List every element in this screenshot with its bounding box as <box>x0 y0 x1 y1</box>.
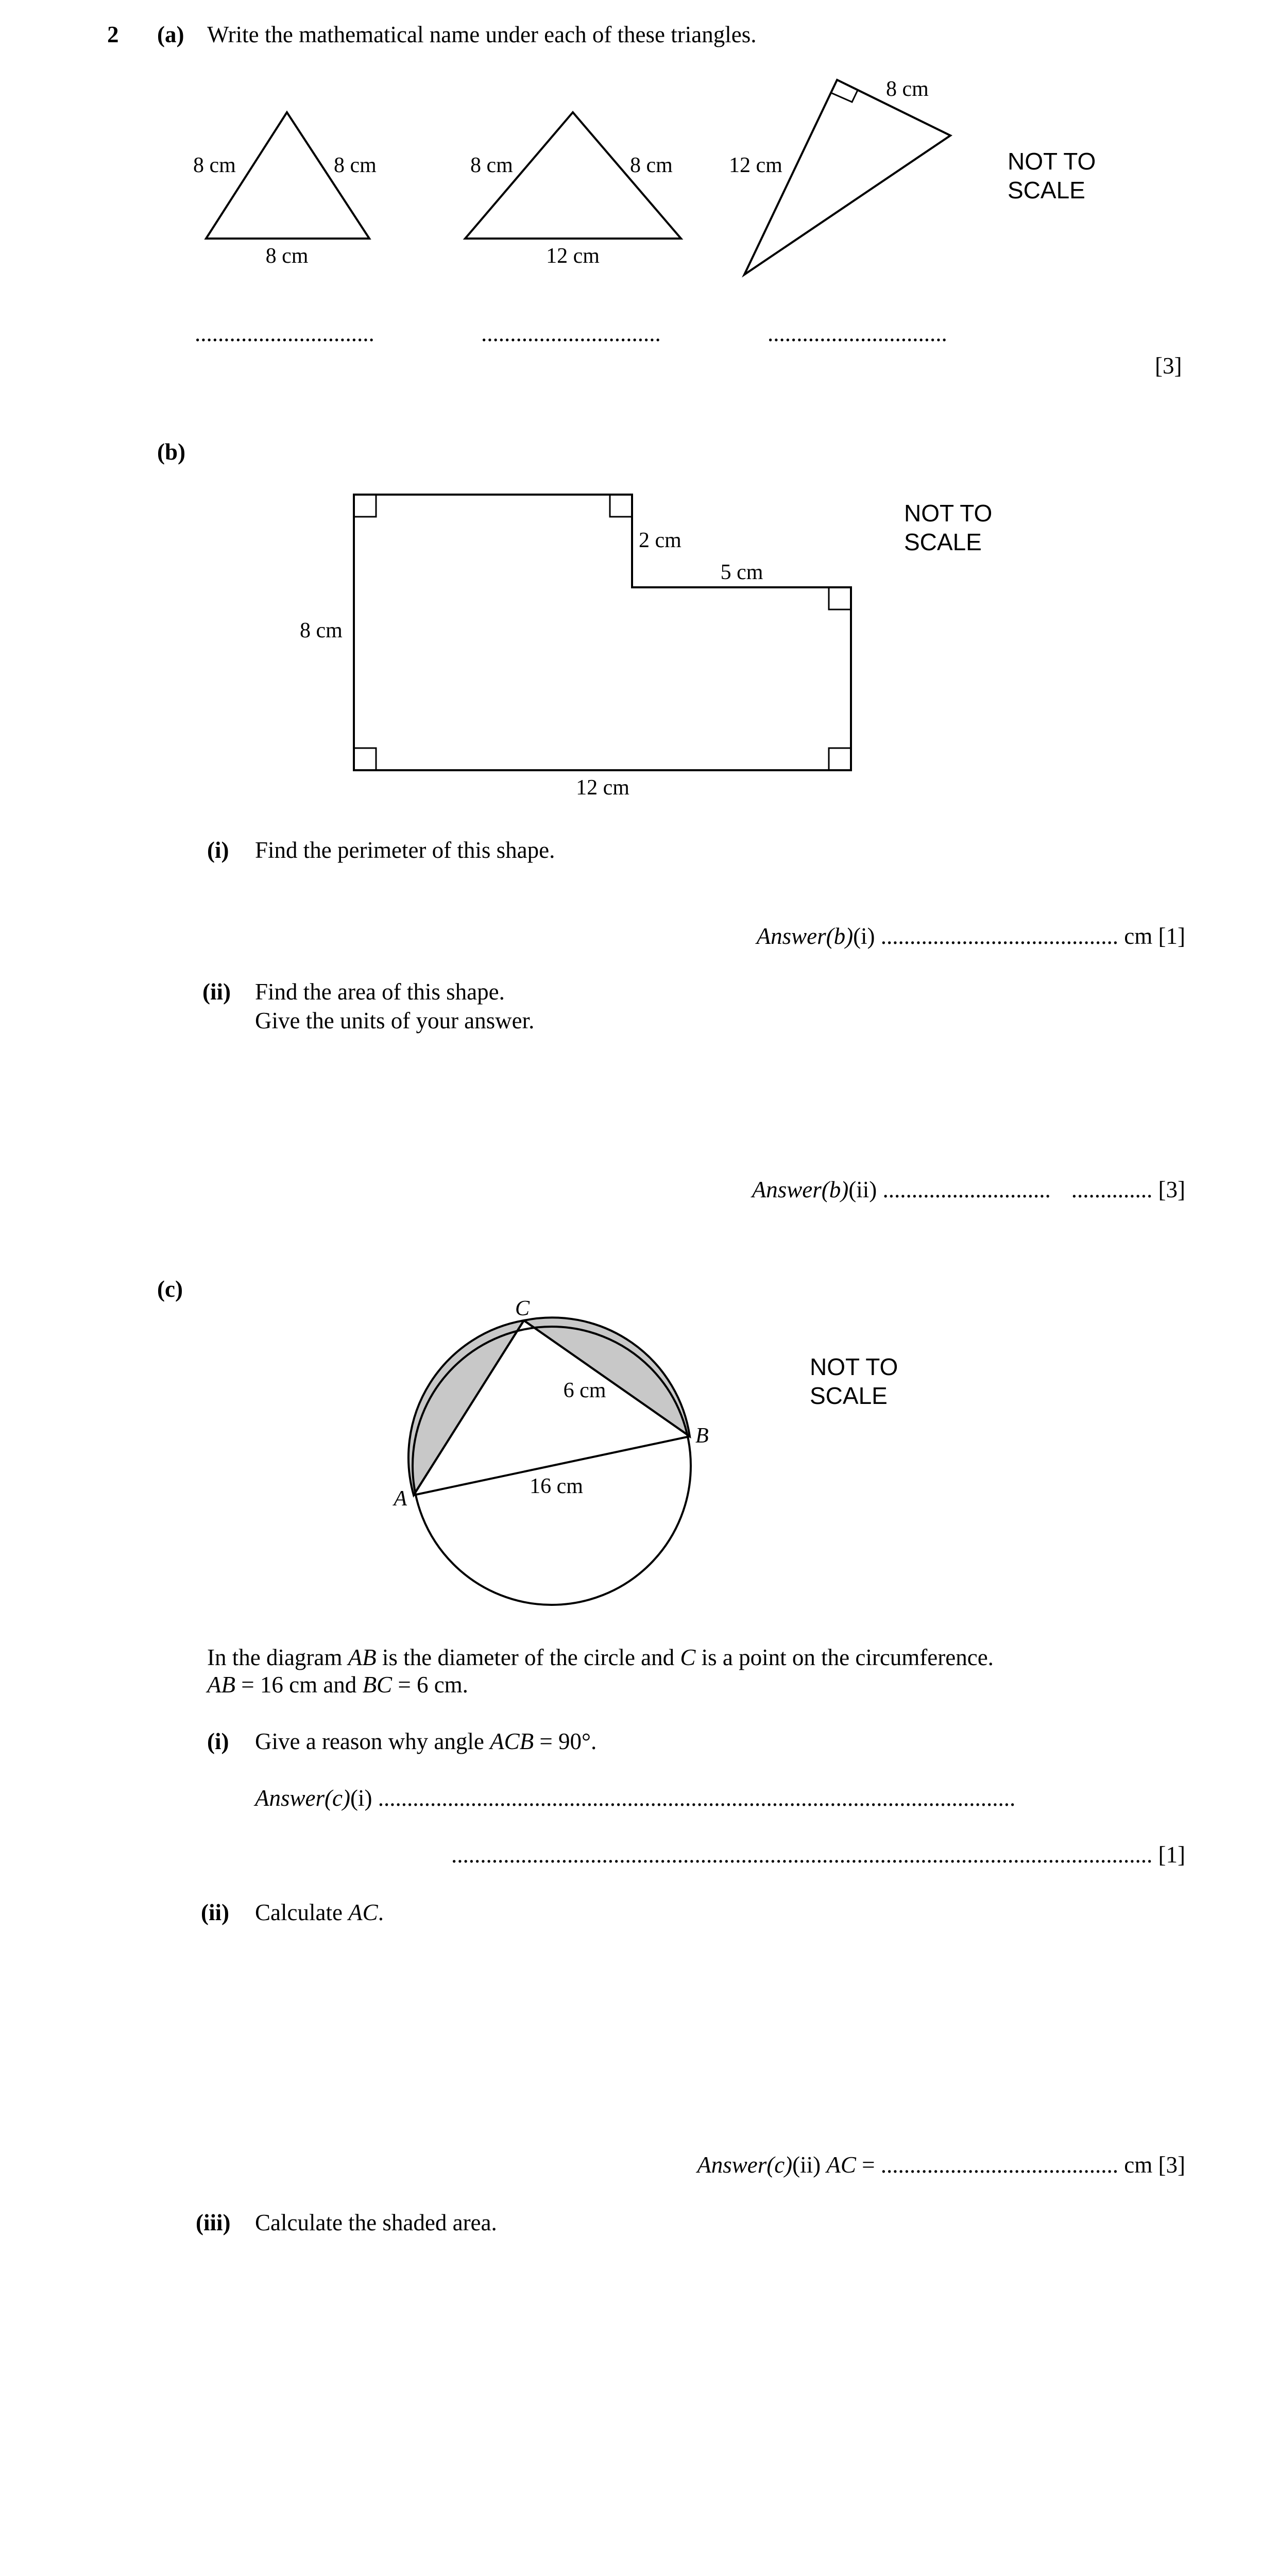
answer-roman: (i) <box>350 1785 372 1811</box>
unit-marks: cm [3] <box>1118 2152 1185 2178</box>
part-b-i-question: Find the perimeter of this shape. <box>255 837 555 863</box>
part-b-ii-label: (ii) <box>202 979 231 1005</box>
answer-prefix: Answer(c) <box>697 2152 793 2178</box>
answer-roman: (i) <box>853 923 875 949</box>
answer-prefix: Answer(c) <box>255 1785 350 1811</box>
tri1-base-label: 8 cm <box>265 244 309 268</box>
part-c-iii-label: (iii) <box>196 2210 231 2235</box>
part-c-ii-question: Calculate AC. <box>255 1900 384 1925</box>
point-b-label: B <box>695 1424 709 1448</box>
point-c-label: C <box>515 1297 530 1320</box>
answer-roman: (ii) <box>792 2152 827 2178</box>
part-c-iii-question: Calculate the shaded area. <box>255 2210 497 2235</box>
units-dots-marks[interactable]: .............. [3] <box>1071 1177 1185 1202</box>
answer-prefix: Answer(b) <box>756 923 854 949</box>
part-c-intro-line-1: In the diagram AB is the diameter of the circle and C is a point on the circumference. <box>207 1645 994 1670</box>
tri1-answer-line[interactable]: ............................... <box>195 320 374 346</box>
part-c-ii-answer-line[interactable] <box>697 2151 1185 2179</box>
answer-prefix: Answer(b) <box>752 1177 849 1202</box>
part-c-i-answer-line-1[interactable] <box>255 1784 1015 1812</box>
tri2-base-label: 12 cm <box>546 244 600 268</box>
part-c-intro-line-2: AB = 16 cm and BC = 6 cm. <box>207 1672 468 1698</box>
tri3-left-label: 12 cm <box>729 154 782 177</box>
part-c-not-to-scale: NOT TO SCALE <box>810 1353 898 1410</box>
shape-left-label: 8 cm <box>300 619 343 642</box>
tri2-left-label: 8 cm <box>470 154 513 177</box>
part-b-label: (b) <box>157 439 185 465</box>
tri3-answer-line[interactable]: ............................... <box>768 320 947 346</box>
answer-eq: = <box>856 2152 881 2178</box>
part-c-ii-label: (ii) <box>201 1900 229 1925</box>
point-a-label: A <box>394 1487 407 1511</box>
shape-bottom-label: 12 cm <box>576 776 629 800</box>
part-c-i-answer-line-2[interactable]: ......................................................................................................................... [1] <box>451 1842 1185 1868</box>
ab-length-label: 16 cm <box>530 1475 583 1498</box>
bc-length-label: 6 cm <box>563 1379 606 1402</box>
shape-step-label: 2 cm <box>639 529 681 552</box>
shape-top-right-label: 5 cm <box>720 561 763 584</box>
answer-ac: AC <box>826 2152 856 2178</box>
part-a-label: (a) <box>157 22 184 47</box>
part-c-i-label: (i) <box>207 1728 229 1754</box>
part-b-ii-question-1: Find the area of this shape. <box>255 979 505 1005</box>
answer-dots[interactable]: ......................................... <box>875 923 1119 949</box>
answer-dots[interactable]: .............................................................................................................. <box>372 1785 1016 1811</box>
tri2-right-label: 8 cm <box>630 154 673 177</box>
tri2-answer-line[interactable]: ............................... <box>481 320 661 346</box>
part-b-i-label: (i) <box>207 837 229 863</box>
tri1-left-label: 8 cm <box>193 154 236 177</box>
part-a-not-to-scale: NOT TO SCALE <box>1008 148 1096 204</box>
tri3-top-label: 8 cm <box>886 77 929 101</box>
answer-dots[interactable]: ............................. <box>877 1177 1051 1202</box>
part-a-instruction: Write the mathematical name under each of these triangles. <box>207 22 757 47</box>
question-number: 2 <box>107 22 119 47</box>
part-b-ii-question-2: Give the units of your answer. <box>255 1008 535 1033</box>
answer-roman: (ii) <box>848 1177 877 1202</box>
part-c-label: (c) <box>157 1276 183 1302</box>
unit-marks: cm [1] <box>1118 923 1185 949</box>
tri1-right-label: 8 cm <box>334 154 377 177</box>
part-c-i-question: Give a reason why angle ACB = 90°. <box>255 1728 597 1754</box>
answer-dots[interactable]: ......................................... <box>880 2152 1119 2178</box>
part-b-not-to-scale: NOT TO SCALE <box>904 500 993 556</box>
part-a-marks: [3] <box>1155 353 1182 379</box>
